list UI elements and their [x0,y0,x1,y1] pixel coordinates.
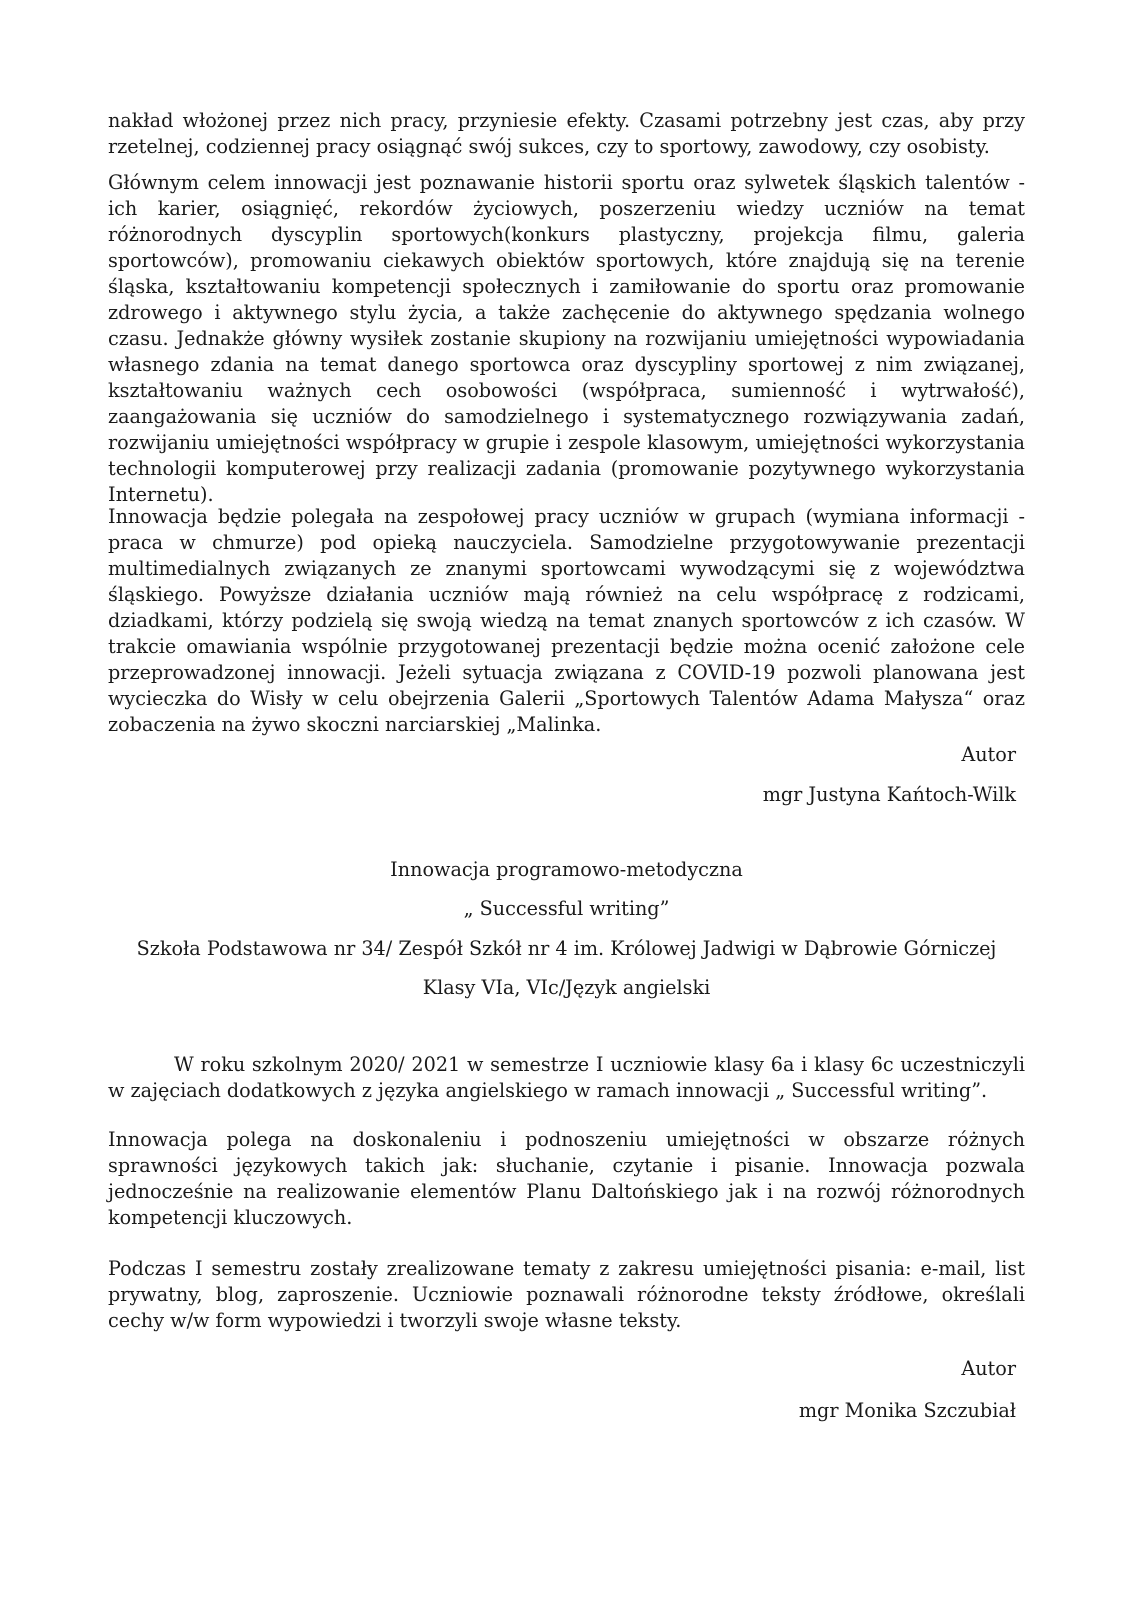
section-subtitle: „ Successful writing” [463,897,670,920]
author-label: Autor [961,743,1016,766]
author-name: mgr Justyna Kańtoch-Wilk [762,783,1016,806]
author-label: Autor [961,1357,1016,1380]
paragraph: Innowacja polega na doskonaleniu i podnoszeniu umiejętności w obszarze różnych sprawności językowych takich jak: słuchanie, czytanie i pisanie. Innowacja pozwala jednocześnie na realizowanie elementów Planu Daltońskiego jak i na rozwój różnorodnych kompetencji kluczowych. [108,1128,1025,1229]
paragraph: Podczas I semestru zostały zrealizowane tematy z zakresu umiejętności pisania: e-mail, list prywatny, blog, zaproszenie. Uczniowie poznawali różnorodne teksty źródłowe, określali cechy w/w form wypowiedzi i tworzyli swoje własne teksty. [108,1257,1025,1332]
author-name: mgr Monika Szczubiał [798,1399,1016,1422]
section-title: Innowacja programowo-metodyczna [390,858,743,881]
paragraph: Innowacja będzie polegała na zespołowej pracy uczniów w grupach (wymiana informacji - praca w chmurze) pod opieką nauczyciela. Samodzielne przygotowywanie prezentacji multimedialnych związanych ze znanymi sportowcami wywodzącymi się z województwa śląskiego. Powyższe działania uczniów mają również na celu współpracę z rodzicami, dziadkami, którzy podzielą się swoją wiedzą na temat znanych sportowców z ich czasów. W trakcie omawiania wspólnie przygotowanej prezentacji będzie można ocenić założone cele przeprowadzonej innowacji. Jeżeli sytuacja związana z COVID-19 pozwoli planowana jest wycieczka do Wisły w celu obejrzenia Galerii „Sportowych Talentów Adama Małysza“ oraz zobaczenia na żywo skoczni narciarskiej „Malinka. [108,505,1025,736]
paragraph: Głównym celem innowacji jest poznawanie historii sportu oraz sylwetek śląskich talentów - ich karier, osiągnięć, rekordów życiowych, poszerzeniu wiedzy uczniów na temat różnorodnych dyscyplin sportowych(konkurs plastyczny, projekcja filmu, galeria sportowców), promowaniu ciekawych obiektów sportowych, które znajdują się na terenie śląska, kształtowaniu kompetencji społecznych i zamiłowanie do sportu oraz promowanie zdrowego i aktywnego stylu życia, a także zachęcenie do aktywnego spędzania wolnego czasu. Jednakże główny wysiłek zostanie skupiony na rozwijaniu umiejętności wypowiadania własnego zdania na temat danego sportowca oraz dyscypliny sportowej z nim związanej, kształtowaniu ważnych cech osobowości (współpraca, sumienność i wytrwałość), zaangażowania się uczniów do samodzielnego i systematycznego rozwiązywania zadań, rozwijaniu umiejętności współpracy w grupie i zespole klasowym, umiejętności wykorzystania technologii komputerowej przy realizacji zadania (promowanie pozytywnego wykorzystania Internetu). [108,171,1025,506]
paragraph: nakład włożonej przez nich pracy, przyniesie efekty. Czasami potrzebny jest czas, aby przy rzetelnej, codziennej pracy osiągnąć swój sukces, czy to sportowy, zawodowy, czy osobisty. [108,109,1025,158]
school-name: Szkoła Podstawowa nr 34/ Zespół Szkół nr 4 im. Królowej Jadwigi w Dąbrowie Górniczej [136,937,997,960]
paragraph: W roku szkolnym 2020/ 2021 w semestrze I uczniowie klasy 6a i klasy 6c uczestniczyli w zajęciach dodatkowych z języka angielskiego w ramach innowacji „ Successful writing”. [108,1053,1025,1102]
class-info: Klasy VIa, VIc/Język angielski [422,976,711,999]
